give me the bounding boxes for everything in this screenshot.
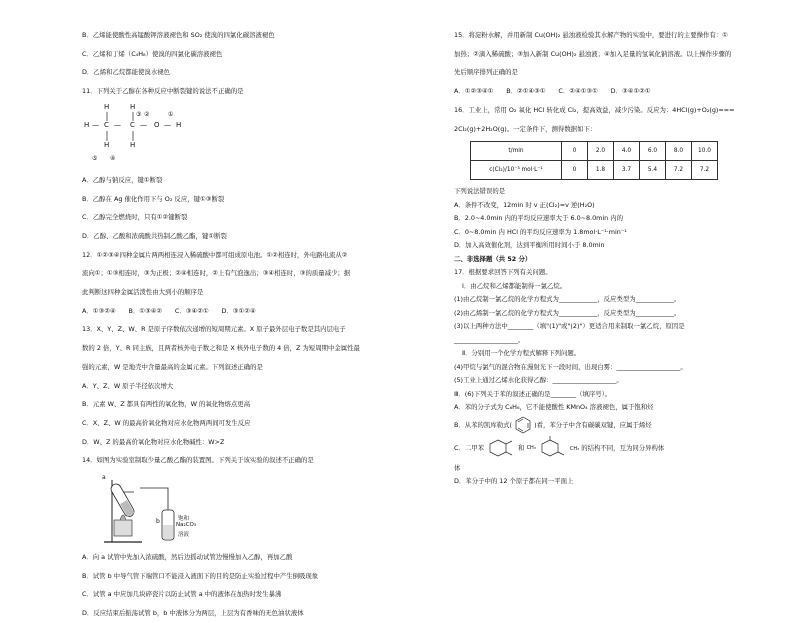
atom-h: H bbox=[104, 140, 110, 149]
q11-option-a: A．乙醇与钠反应，键①断裂 bbox=[82, 175, 163, 184]
q13-option-d: D．W、Z 的最高价氧化物对应水化物碱性：W>Z bbox=[82, 437, 225, 446]
q17-4: (4)甲烷与氯气的混合物在漫射光下一段时间，出现白雾：____________________。 bbox=[454, 362, 687, 371]
table-cell: 10.0 bbox=[692, 142, 718, 161]
q16-option-c: C．0~8.0min 内 HCl 的平均反应速率为 1.8mol·L⁻¹·min⁻¹ bbox=[454, 227, 627, 236]
q17-5: (5)工业上通过乙烯水化获得乙醇：____________________。 bbox=[454, 376, 623, 385]
table-cell: t/min bbox=[471, 142, 562, 161]
table-cell: c(Cl₂)/10⁻³ mol·L⁻¹ bbox=[471, 161, 562, 180]
part-i-intro: Ⅰ．由乙烷和乙烯都能制得一氯乙烷。 bbox=[462, 281, 567, 290]
table-row bbox=[471, 161, 718, 180]
table-cell: 6.0 bbox=[640, 142, 666, 161]
table-cell: 7.2 bbox=[692, 161, 718, 180]
q15-stem-cont: 先后顺序排列正确的是 bbox=[454, 68, 518, 77]
q17-6-option-d: D．苯分子中的 12 个原子都在同一平面上 bbox=[454, 477, 574, 486]
atom-h: H bbox=[84, 120, 90, 129]
table-cell: 4.0 bbox=[614, 142, 640, 161]
q13-option-b: B．元素 W、Z 都具有两性的氧化物，W 的氧化物熔点更高 bbox=[82, 400, 251, 409]
o-xylene-icon bbox=[486, 436, 516, 460]
label-na2co3: Na₂CO₃ bbox=[176, 522, 197, 529]
atom-c: C bbox=[130, 120, 135, 129]
option-c-prefix: C．二甲苯 bbox=[454, 443, 485, 452]
q14-option-b: B．试管 b 中导气管下端管口不能浸入液面下的目的是防止实验过程中产生倒吸现象 bbox=[82, 571, 319, 580]
option-b-suffix: )看，苯分子中含有碳碳双键，应属于烯烃 bbox=[534, 420, 652, 429]
m-xylene-icon bbox=[538, 436, 568, 460]
q15-stem-cont: 加热；②滴入稀硫酸；③加入新制 Cu(OH)₂ 悬浊液；④加入足量的氢氧化钠溶液。以上操作步骤的 bbox=[454, 49, 732, 58]
q16-option-a: A．条件不改变，12min 时 v 正(Cl₂)=v 逆(H₂O) bbox=[454, 200, 595, 209]
bond-number: ③ bbox=[136, 110, 142, 118]
q17-6-option-a: A．苯的分子式为 C₆H₆，它不能使酸性 KMnO₄ 溶液褪色，属于饱和烃 bbox=[454, 403, 654, 412]
q13-stem-cont: 强的元素，W 是地壳中含量最高的金属元素。下列叙述正确的是 bbox=[82, 362, 263, 371]
right-column bbox=[454, 26, 772, 489]
q16-stem: 16．工业上，常用 O₂ 氧化 HCl 转化成 Cl₂，提高效益，减少污染。反应为：4HCl(g)+O₂(g)=== bbox=[454, 105, 735, 114]
methyl-label: CH₃ bbox=[526, 444, 536, 451]
atom-h: H bbox=[130, 102, 136, 111]
table-cell: 2.0 bbox=[588, 142, 614, 161]
atom-o: O bbox=[154, 120, 160, 129]
q11-stem: 11．下列关于乙醇在各种反应中断裂键的说法不正确的是 bbox=[82, 87, 244, 96]
q12-stem: 12．①②③④四种金属片两两相连浸入稀硫酸中都可组成原电池。①②相连时，外电路电流从② bbox=[82, 250, 348, 259]
q11-option-b: B．乙醇在 Ag 催化作用下与 O₂ 反应，键①③断裂 bbox=[82, 194, 225, 203]
q15-options: A．①②③④① B．②①④③① C．②④①③① D．③④①②① bbox=[454, 87, 651, 96]
label-a: a bbox=[102, 474, 106, 482]
table-cell: 3.7 bbox=[614, 161, 640, 180]
label-b: b bbox=[156, 518, 160, 526]
atom-h: H bbox=[176, 120, 182, 129]
table-cell: 8.0 bbox=[666, 142, 692, 161]
left-column bbox=[82, 26, 400, 623]
q17-2: (2)由乙烯制一氯乙烷的化学方程式为____________，反应类型为____________。 bbox=[454, 308, 681, 317]
q16-after: 下列说法错误的是 bbox=[454, 187, 506, 196]
q12-stem-cont: 此判断这四种金属活泼性由大到小的顺序是 bbox=[82, 288, 204, 297]
part-ii-intro: Ⅱ．分别用一个化学方程式解释下列问题。 bbox=[462, 349, 581, 358]
table-cell: 5.4 bbox=[640, 161, 666, 180]
label-saturated: 饱和 bbox=[178, 516, 190, 523]
atom-h: H bbox=[104, 102, 110, 111]
benzene-kekule-icon bbox=[514, 416, 532, 434]
q17-1: (1)由乙烷制一氯乙烷的化学方程式为____________，反应类型为____________。 bbox=[454, 295, 681, 304]
q17-6-option-c-end: 体 bbox=[454, 463, 461, 472]
bond-number: ⑤ bbox=[92, 154, 98, 162]
q14-option-d: D．反应结束后振荡试管 b，b 中液体分为两层，上层为有香味的无色油状液体 bbox=[82, 609, 304, 618]
table-cell: 0 bbox=[562, 161, 588, 180]
q12-stem-cont: 流向①；①③相连时，③为正极；②④相连时，②上有气泡逸出；③④相连时，③的质量减少；据 bbox=[82, 269, 351, 278]
q17-3-blank: ____________________。 bbox=[454, 335, 525, 344]
bond-number: ① bbox=[168, 110, 174, 118]
q10-option-b: B．乙烯能使酸性高锰酸钾溶液褪色和 SO₂ 使溴的四氯化碳溶液褪色 bbox=[82, 31, 275, 39]
bond-lines bbox=[82, 101, 192, 171]
bond-number: ④ bbox=[110, 154, 116, 162]
q15-stem: 15．将淀粉水解，并用新制 Cu(OH)₂ 悬浊液检验其水解产物的实验中，要进行的主要操作有：① bbox=[454, 31, 728, 39]
option-c-suffix: 的结构不同，互为同分异构体 bbox=[581, 443, 665, 452]
table-cell: 1.8 bbox=[588, 161, 614, 180]
q13-stem: 13．X、Y、Z、W、R 是原子序数依次递增的短周期元素。X 原子最外层电子数是其内层电子 bbox=[82, 325, 346, 334]
q17-6-option-b bbox=[454, 415, 772, 435]
q16-data-table bbox=[470, 141, 718, 180]
q10-option-c: C．乙烯和丁烯（C₄H₈）使溴的四氯化碳溶液褪色 bbox=[82, 49, 223, 58]
bond: — bbox=[114, 120, 121, 129]
q11-option-c: C．乙醇完全燃烧时，只有①②键断裂 bbox=[82, 213, 188, 222]
q17-6: Ⅲ．(6)下列关于苯的叙述正确的是________（填序号）。 bbox=[454, 389, 612, 398]
q13-option-c: C．X、Z、W 的最高价氧化物对应水化物两两间可发生反应 bbox=[82, 418, 251, 427]
methyl-label: CH₃ bbox=[569, 445, 580, 452]
section-title: 二、非选择题（共 52 分） bbox=[454, 254, 532, 263]
label-solution: 溶液 bbox=[178, 532, 190, 539]
q13-stem-cont: 数的 2 倍，Y、R 同主族，且两者核外电子数之和是 X 核外电子数的 4 倍，Z 为短周期中金属性最 bbox=[82, 344, 360, 353]
ethanol-structure bbox=[82, 101, 400, 171]
atom-h: H bbox=[130, 140, 136, 149]
q16-stem-cont: 2Cl₂(g)+2H₂O(g)。一定条件下，测得数据如下： bbox=[454, 124, 597, 133]
q14-option-a: A．向 a 试管中先加入浓硫酸，然后边摇动试管边慢慢加入乙醇，再加乙酸 bbox=[82, 553, 293, 562]
bond: — bbox=[140, 120, 147, 129]
table-cell: 7.2 bbox=[666, 161, 692, 180]
q11-option-d: D．乙醇、乙酸和浓硫酸共热制乙酸乙酯，键①断裂 bbox=[82, 231, 227, 240]
q16-option-d: D．加入高效催化剂，达到平衡所用时间小于 8.0min bbox=[454, 241, 605, 250]
table-cell: 0 bbox=[562, 142, 588, 161]
q16-option-b: B．2.0~4.0min 内的平均反应速率大于 6.0~8.0min 内的 bbox=[454, 214, 624, 223]
q10-option-d: D．乙烯和乙烷都能使溴水褪色 bbox=[82, 68, 170, 77]
q17-3: (3)以上两种方法中________（填"(1)"或"(2)"）更适合用来制取一氯乙烷，原因是 bbox=[454, 322, 685, 331]
bond: — bbox=[164, 120, 171, 129]
atom-c: C bbox=[104, 120, 109, 129]
q17-stem: 17．根据要求回答下列有关问题。 bbox=[454, 268, 552, 277]
q13-option-a: A．Y、Z、W 原子半径依次增大 bbox=[82, 381, 174, 390]
bond: — bbox=[92, 120, 99, 129]
q17-6-option-c bbox=[454, 435, 772, 462]
q14-stem: 14．如图为实验室制取少量乙酸乙酯的装置图。下列关于该实验的叙述不正确的是 bbox=[82, 456, 314, 465]
bond-number: ② bbox=[144, 110, 150, 118]
table-header-row bbox=[471, 142, 718, 161]
option-c-and: 和 bbox=[518, 443, 525, 452]
apparatus-diagram bbox=[82, 470, 400, 548]
option-b-prefix: B．从苯的凯库勒式( bbox=[454, 420, 513, 429]
q14-option-c: C．试管 a 中应加几块碎瓷片以防止试管 a 中的液体在加热时发生暴沸 bbox=[82, 590, 282, 599]
q12-options: A．①③②④ B．①③④② C．③④②① D．③①②④ bbox=[82, 306, 256, 315]
